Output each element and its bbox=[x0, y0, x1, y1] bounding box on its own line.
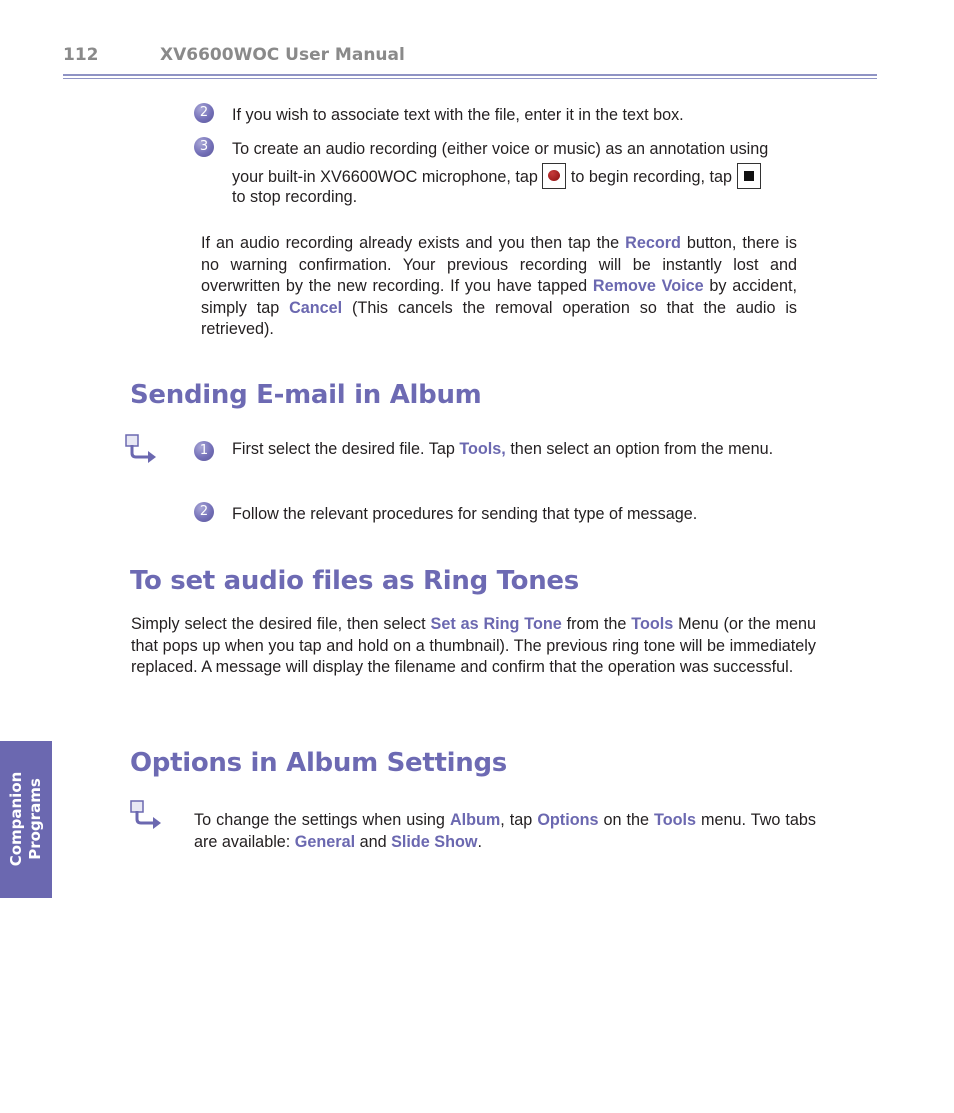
step-3-text bbox=[232, 139, 822, 209]
step-badge-2b: 2 bbox=[194, 502, 214, 522]
header-rule-thin bbox=[63, 78, 877, 79]
options-text-5: and bbox=[359, 832, 387, 851]
album-keyword: Album bbox=[449, 811, 501, 829]
heading-sending-email: Sending E-mail in Album bbox=[130, 380, 482, 410]
chapter-side-tab bbox=[0, 741, 52, 898]
remove-voice-keyword: Remove Voice bbox=[592, 277, 704, 296]
step-2-text: If you wish to associate text with the file, enter it in the text box. bbox=[232, 106, 684, 124]
step-3-line2-b: to begin recording, tap bbox=[570, 168, 733, 186]
side-tab-label bbox=[7, 772, 45, 867]
tools-menu-keyword: Tools bbox=[631, 615, 674, 633]
step-badge-2: 2 bbox=[194, 103, 214, 123]
record-icon bbox=[542, 163, 566, 189]
email-step-1-text bbox=[232, 439, 816, 461]
ring-text-1: Simply select the desired file, then select bbox=[131, 615, 426, 633]
page-number: 112 bbox=[63, 45, 99, 65]
tools-keyword-2: Tools bbox=[654, 811, 696, 829]
step-badge-1: 1 bbox=[194, 441, 214, 461]
side-tab-line2: Programs bbox=[26, 778, 44, 860]
heading-ring-tones: To set audio files as Ring Tones bbox=[130, 566, 579, 596]
general-tab-keyword: General bbox=[294, 832, 356, 851]
note-paragraph bbox=[201, 233, 797, 341]
note-text-1: If an audio recording already exists and you then tap the bbox=[201, 234, 620, 252]
options-keyword: Options bbox=[537, 811, 599, 829]
email-step-1-a: First select the desired file. Tap bbox=[232, 440, 455, 458]
note-text-2: button, there is no warning confirmation. Your previous recording will be instantly lost and overwritten by the new recording. If you have tapped bbox=[201, 234, 798, 296]
step-3-line3: to stop recording. bbox=[232, 188, 358, 206]
options-paragraph bbox=[194, 810, 816, 853]
options-text-1: To change the settings when using bbox=[194, 811, 445, 829]
note-text-3: by accident, simply tap bbox=[201, 277, 797, 317]
options-text-6: . bbox=[477, 832, 482, 851]
tools-keyword: Tools, bbox=[459, 440, 506, 458]
heading-options: Options in Album Settings bbox=[130, 748, 507, 778]
step-badge-3: 3 bbox=[194, 137, 214, 157]
slide-show-tab-keyword: Slide Show bbox=[391, 832, 478, 851]
ring-text-3: Menu (or the menu that pops up when you tap and hold on a thumbnail). The previous ring tone will be immediately replaced. A message will display the filename and confirm that the operation was successful. bbox=[131, 615, 816, 677]
email-step-2-text: Follow the relevant procedures for sending that type of message. bbox=[232, 505, 698, 523]
record-keyword: Record bbox=[625, 234, 681, 252]
step-3-line2-a: your built-in XV6600WOC microphone, tap bbox=[232, 168, 538, 186]
ring-text-2: from the bbox=[566, 615, 627, 633]
email-step-1-b: then select an option from the menu. bbox=[510, 440, 774, 458]
options-text-4: menu. Two tabs are available: bbox=[194, 811, 817, 851]
header-rule bbox=[63, 74, 877, 76]
manual-title: XV6600WOC User Manual bbox=[160, 45, 405, 65]
options-text-2: , tap bbox=[500, 811, 533, 829]
side-tab-line1: Companion bbox=[7, 771, 25, 867]
options-text-3: on the bbox=[603, 811, 650, 829]
step-3-line1: To create an audio recording (either voice or music) as an annotation using bbox=[232, 140, 769, 158]
set-as-ring-tone-keyword: Set as Ring Tone bbox=[430, 615, 562, 633]
cancel-keyword: Cancel bbox=[289, 298, 343, 317]
ring-tones-paragraph bbox=[131, 614, 816, 679]
note-arrow-icon bbox=[129, 799, 163, 831]
step-3-line2 bbox=[232, 163, 822, 187]
stop-icon bbox=[737, 163, 761, 189]
note-arrow-icon bbox=[124, 433, 158, 465]
note-text-4: (This cancels the removal operation so that the audio is retrieved). bbox=[201, 298, 798, 339]
